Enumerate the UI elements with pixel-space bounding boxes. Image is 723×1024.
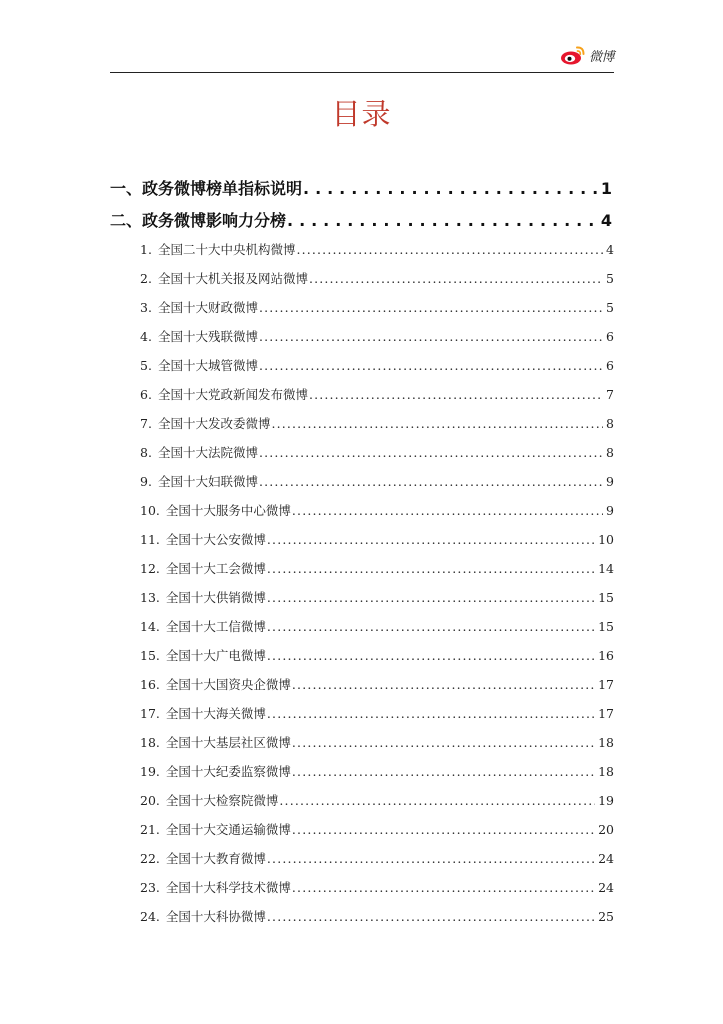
dot-leader — [271, 416, 603, 431]
dot-leader — [267, 648, 595, 663]
dot-leader — [267, 561, 595, 576]
toc-item[interactable] — [110, 675, 614, 704]
toc-item[interactable] — [110, 385, 614, 414]
toc-item[interactable] — [110, 472, 614, 501]
dot-leader — [279, 793, 595, 808]
toc-item-label — [140, 646, 266, 664]
toc-item-text: 全国十大广电微博 — [165, 648, 266, 663]
toc-item[interactable] — [110, 617, 614, 646]
toc-item-label — [140, 588, 266, 606]
toc-item-number: 22. — [140, 851, 160, 866]
toc-item-number: 9. — [140, 474, 152, 489]
toc-item[interactable] — [110, 559, 614, 588]
dot-leader — [267, 532, 595, 547]
toc-item-text: 全国十大发改委微博 — [157, 416, 271, 431]
toc-page-number: 17 — [598, 677, 614, 692]
toc-section-label: 一、政务微博榜单指标说明 — [110, 179, 303, 198]
toc-item-label — [140, 617, 266, 635]
toc-item-number: 16. — [140, 677, 160, 692]
toc-item-label — [140, 443, 258, 461]
toc-item[interactable] — [110, 878, 614, 907]
toc-item-text: 全国十大检察院微博 — [165, 793, 279, 808]
toc-item-number: 5. — [140, 358, 152, 373]
toc-page-number: 9 — [606, 503, 614, 518]
toc-item-text: 全国十大交通运输微博 — [165, 822, 291, 837]
toc-item-label — [140, 762, 291, 780]
toc-page-number: 5 — [606, 271, 614, 286]
toc-page-number: 18 — [598, 735, 614, 750]
toc-page-number: 6 — [606, 329, 614, 344]
toc-item-number: 24. — [140, 909, 160, 924]
dot-leader — [292, 503, 603, 518]
toc-item[interactable] — [110, 791, 614, 820]
toc-item-text: 全国十大工信微博 — [165, 619, 266, 634]
toc-item-number: 3. — [140, 300, 152, 315]
dot-leader — [267, 619, 595, 634]
toc-item[interactable] — [110, 414, 614, 443]
toc-item[interactable] — [110, 327, 614, 356]
toc-page-number: 19 — [598, 793, 614, 808]
page-header — [110, 40, 614, 73]
toc-item-label — [140, 530, 266, 548]
toc-item-label — [140, 327, 258, 345]
toc-page-number: 8 — [606, 445, 614, 460]
toc-page-number: 9 — [606, 474, 614, 489]
toc-item-text: 全国十大妇联微博 — [157, 474, 258, 489]
toc-page-number: 17 — [598, 706, 614, 721]
toc-item[interactable] — [110, 907, 614, 936]
dot-leader — [309, 271, 603, 286]
toc-item-text: 全国二十大中央机构微博 — [157, 242, 296, 257]
toc-item[interactable] — [110, 269, 614, 298]
toc-item-text: 全国十大服务中心微博 — [165, 503, 291, 518]
toc-item[interactable] — [110, 820, 614, 849]
toc-item-number: 12. — [140, 561, 160, 576]
toc-page-number: 7 — [606, 387, 614, 402]
toc-item-number: 10. — [140, 503, 160, 518]
dot-leader — [287, 211, 598, 230]
toc-item-label — [140, 878, 291, 896]
toc-item-text: 全国十大国资央企微博 — [165, 677, 291, 692]
toc-item-label — [140, 472, 258, 490]
logo-text: 微博 — [588, 49, 614, 65]
toc-item-label — [140, 269, 308, 287]
toc-item-text: 全国十大纪委监察微博 — [165, 764, 291, 779]
toc-title: 目录 — [331, 97, 392, 131]
dot-leader — [259, 474, 603, 489]
toc-section-2[interactable] — [110, 208, 614, 240]
dot-leader — [303, 179, 598, 198]
toc-item-label — [140, 385, 308, 403]
toc-page-number: 10 — [598, 532, 614, 547]
toc-item[interactable] — [110, 704, 614, 733]
dot-leader — [309, 387, 603, 402]
toc-item-label — [140, 791, 278, 809]
toc-page-number: 4 — [606, 242, 614, 257]
toc-item-number: 1. — [140, 242, 152, 257]
toc-item-text: 全国十大基层社区微博 — [165, 735, 291, 750]
dot-leader — [259, 300, 603, 315]
toc-item-label — [140, 849, 266, 867]
toc-page-number: 15 — [598, 619, 614, 634]
toc-item-label — [140, 820, 291, 838]
toc-page-number: 4 — [600, 211, 612, 230]
dot-leader — [267, 909, 595, 924]
toc-page-number: 24 — [598, 880, 614, 895]
toc-item-text: 全国十大财政微博 — [157, 300, 258, 315]
toc-item[interactable] — [110, 240, 614, 269]
toc-item-label — [140, 356, 258, 374]
toc-page-number: 1 — [600, 179, 612, 198]
toc-item-label — [140, 501, 291, 519]
toc-page-number: 18 — [598, 764, 614, 779]
toc-page-number: 20 — [598, 822, 614, 837]
toc-item-number: 19. — [140, 764, 160, 779]
toc-item-text: 全国十大海关微博 — [165, 706, 266, 721]
dot-leader — [292, 822, 595, 837]
toc-item-number: 23. — [140, 880, 160, 895]
toc-page-number: 24 — [598, 851, 614, 866]
toc-section-1[interactable] — [110, 176, 614, 208]
toc-page-number: 8 — [606, 416, 614, 431]
toc-item-label — [140, 907, 266, 925]
toc-item[interactable] — [110, 298, 614, 327]
toc-item-label — [140, 559, 266, 577]
dot-leader — [296, 242, 603, 257]
table-of-contents — [110, 176, 614, 936]
dot-leader — [267, 851, 595, 866]
toc-item[interactable] — [110, 588, 614, 617]
toc-page-number: 6 — [606, 358, 614, 373]
toc-page-number: 15 — [598, 590, 614, 605]
toc-item-text: 全国十大工会微博 — [165, 561, 266, 576]
toc-item-label — [140, 704, 266, 722]
toc-item-label — [140, 675, 291, 693]
toc-page-number: 25 — [598, 909, 614, 924]
toc-item-text: 全国十大供销微博 — [165, 590, 266, 605]
toc-page-number: 5 — [606, 300, 614, 315]
toc-item-text: 全国十大残联微博 — [157, 329, 258, 344]
dot-leader — [267, 590, 595, 605]
toc-item-number: 6. — [140, 387, 152, 402]
toc-item-text: 全国十大城管微博 — [157, 358, 258, 373]
toc-item-number: 13. — [140, 590, 160, 605]
dot-leader — [259, 445, 603, 460]
toc-page-number: 14 — [598, 561, 614, 576]
toc-item-label — [140, 414, 270, 432]
weibo-logo — [560, 42, 614, 68]
toc-item-text: 全国十大教育微博 — [165, 851, 266, 866]
toc-item-number: 4. — [140, 329, 152, 344]
dot-leader — [267, 706, 595, 721]
toc-item-text: 全国十大科学技术微博 — [165, 880, 291, 895]
dot-leader — [259, 329, 603, 344]
toc-item-number: 18. — [140, 735, 160, 750]
toc-item-text: 全国十大法院微博 — [157, 445, 258, 460]
toc-item-number: 7. — [140, 416, 152, 431]
toc-item[interactable] — [110, 762, 614, 791]
dot-leader — [292, 677, 595, 692]
toc-item-number: 2. — [140, 271, 152, 286]
dot-leader — [292, 764, 595, 779]
toc-item-text: 全国十大党政新闻发布微博 — [157, 387, 308, 402]
toc-item-label — [140, 298, 258, 316]
toc-item[interactable] — [110, 443, 614, 472]
toc-page-number: 16 — [598, 648, 614, 663]
toc-item-list — [110, 240, 614, 936]
toc-item-text: 全国十大科协微博 — [165, 909, 266, 924]
toc-item-number: 8. — [140, 445, 152, 460]
toc-item-text: 全国十大公安微博 — [165, 532, 266, 547]
toc-item-number: 17. — [140, 706, 160, 721]
toc-item[interactable] — [110, 356, 614, 385]
toc-item-number: 14. — [140, 619, 160, 634]
toc-item-label — [140, 733, 291, 751]
dot-leader — [292, 735, 595, 750]
dot-leader — [259, 358, 603, 373]
toc-item-number: 11. — [140, 532, 160, 547]
toc-item-number: 20. — [140, 793, 160, 808]
dot-leader — [292, 880, 595, 895]
toc-item-label — [140, 240, 295, 258]
toc-item[interactable] — [110, 646, 614, 675]
toc-item-number: 15. — [140, 648, 160, 663]
toc-item-text: 全国十大机关报及网站微博 — [157, 271, 308, 286]
toc-item[interactable] — [110, 530, 614, 559]
toc-item[interactable] — [110, 849, 614, 878]
toc-item[interactable] — [110, 501, 614, 530]
toc-section-label: 二、政务微博影响力分榜 — [110, 211, 287, 230]
weibo-logo-icon — [560, 44, 586, 66]
toc-item-number: 21. — [140, 822, 160, 837]
toc-item[interactable] — [110, 733, 614, 762]
